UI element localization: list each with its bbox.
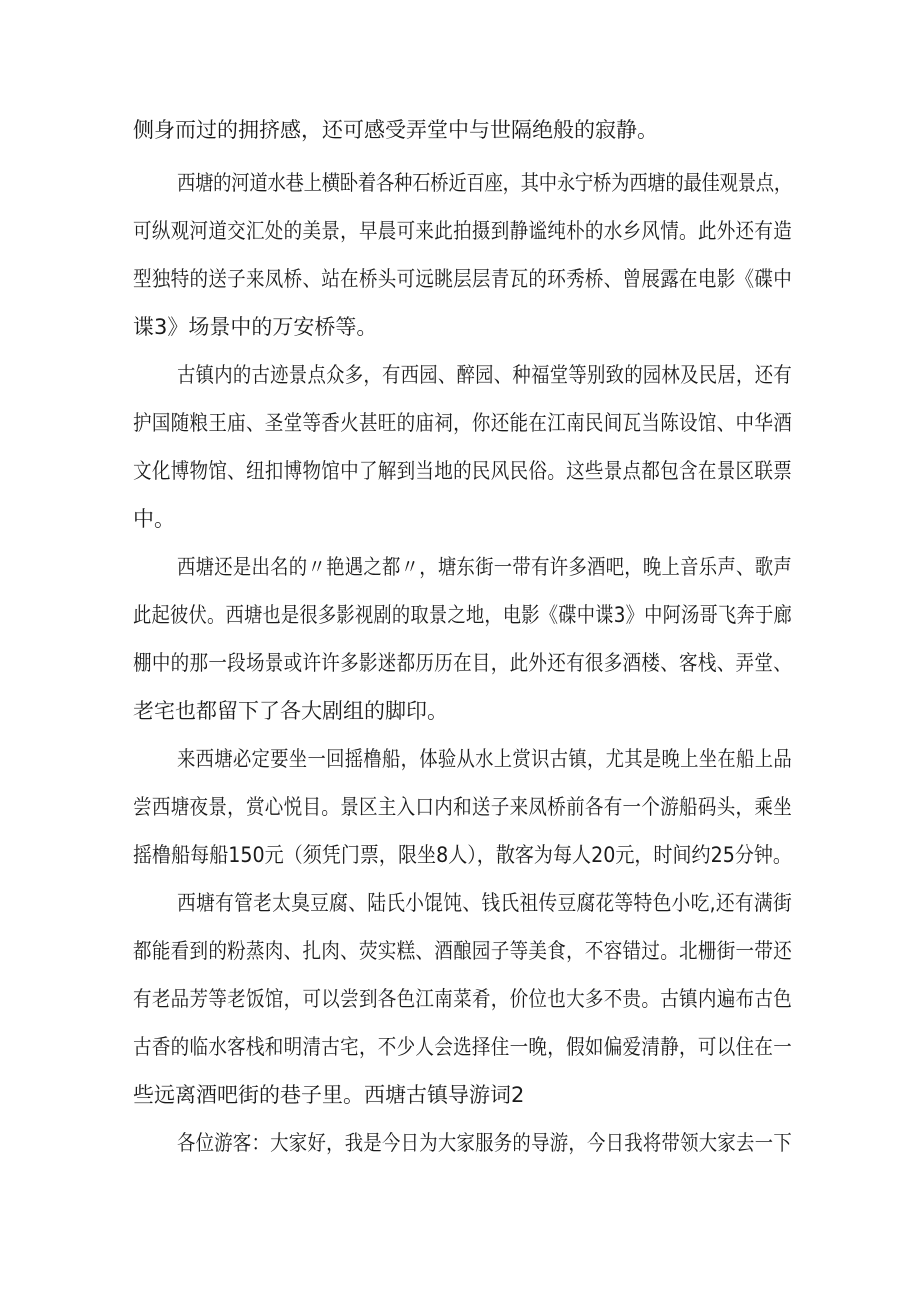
line-text: 型独特的送子来凤桥、站在桥头可远眺层层青瓦的环秀桥、曾展露在电影《碟中: [133, 267, 793, 291]
line-text: 中。: [133, 507, 175, 531]
text-line: [0, 163, 920, 203]
text-line: [0, 211, 920, 251]
line-text: 西塘还是出名的〃艳遇之都〃，塘东街一带有许多酒吧，晚上音乐声、歌声: [177, 555, 792, 579]
text-line: [0, 499, 920, 539]
text-line: [0, 1123, 920, 1163]
text-line: [0, 931, 920, 971]
line-text: 护国随粮王庙、圣堂等香火甚旺的庙祠，你还能在江南民间瓦当陈设馆、中华酒: [133, 411, 793, 435]
line-text: 古香的临水客栈和明清古宅，不少人会选择住一晚，假如偏爱清静，可以住在一: [133, 1035, 793, 1059]
line-text: 可纵观河道交汇处的美景，早晨可来此拍摄到静谧纯朴的水乡风情。此外还有造: [133, 219, 793, 243]
line-text: 文化博物馆、纽扣博物馆中了解到当地的民风民俗。这些景点都包含在景区联票: [133, 459, 793, 483]
line-text: 些远离酒吧街的巷子里。西塘古镇导游词2: [133, 1083, 525, 1107]
text-line: [0, 787, 920, 827]
text-line: [0, 595, 920, 635]
text-line: [0, 979, 920, 1019]
line-text: 来西塘必定要坐一回摇橹船，体验从水上赏识古镇，尤其是晚上坐在船上品: [177, 747, 792, 771]
line-text: 摇橹船每船150元（须凭门票，限坐8人），散客为每人20元，时间约25分钟。: [133, 843, 792, 867]
text-line: [0, 451, 920, 491]
line-text: 侧身而过的拥挤感，还可感受弄堂中与世隔绝般的寂静。: [133, 118, 658, 142]
text-line: [0, 1027, 920, 1067]
text-line: [0, 835, 920, 875]
line-text: 西塘的河道水巷上横卧着各种石桥近百座，其中永宁桥为西塘的最佳观景点，: [177, 171, 792, 195]
text-line: [0, 1075, 920, 1115]
line-text: 古镇内的古迹景点众多，有西园、醉园、种福堂等别致的园林及民居，还有: [177, 363, 792, 387]
text-line: [0, 739, 920, 779]
line-text: 棚中的那一段场景或许许多影迷都历历在目，此外还有很多酒楼、客栈、弄堂、: [133, 651, 793, 675]
line-text: 各位游客：大家好，我是今日为大家服务的导游，今日我将带领大家去一下: [177, 1131, 792, 1155]
line-text: 有老品芳等老饭馆，可以尝到各色江南菜肴，价位也大多不贵。古镇内遍布古色: [133, 987, 793, 1011]
line-text: 老宅也都留下了各大剧组的脚印。: [133, 699, 448, 723]
line-text: 谍3》场景中的万安桥等。: [133, 315, 378, 339]
text-line: [0, 307, 920, 347]
text-line: [0, 691, 920, 731]
text-line: [0, 883, 920, 923]
line-text: 此起彼伏。西塘也是很多影视剧的取景之地，电影《碟中谍3》中阿汤哥飞奔于廊: [133, 603, 793, 627]
line-text: 西塘有管老太臭豆腐、陆氏小馄饨、钱氏祖传豆腐花等特色小吃,还有满街: [177, 891, 792, 915]
line-text: 都能看到的粉蒸肉、扎肉、荧实糕、酒酿园子等美食，不容错过。北栅街一带还: [133, 939, 793, 963]
text-line: [0, 403, 920, 443]
text-line: [0, 110, 920, 150]
text-line: [0, 355, 920, 395]
text-line: [0, 547, 920, 587]
text-line: [0, 259, 920, 299]
text-line: [0, 643, 920, 683]
line-text: 尝西塘夜景，赏心悦目。景区主入口内和送子来凤桥前各有一个游船码头，乘坐: [133, 795, 793, 819]
